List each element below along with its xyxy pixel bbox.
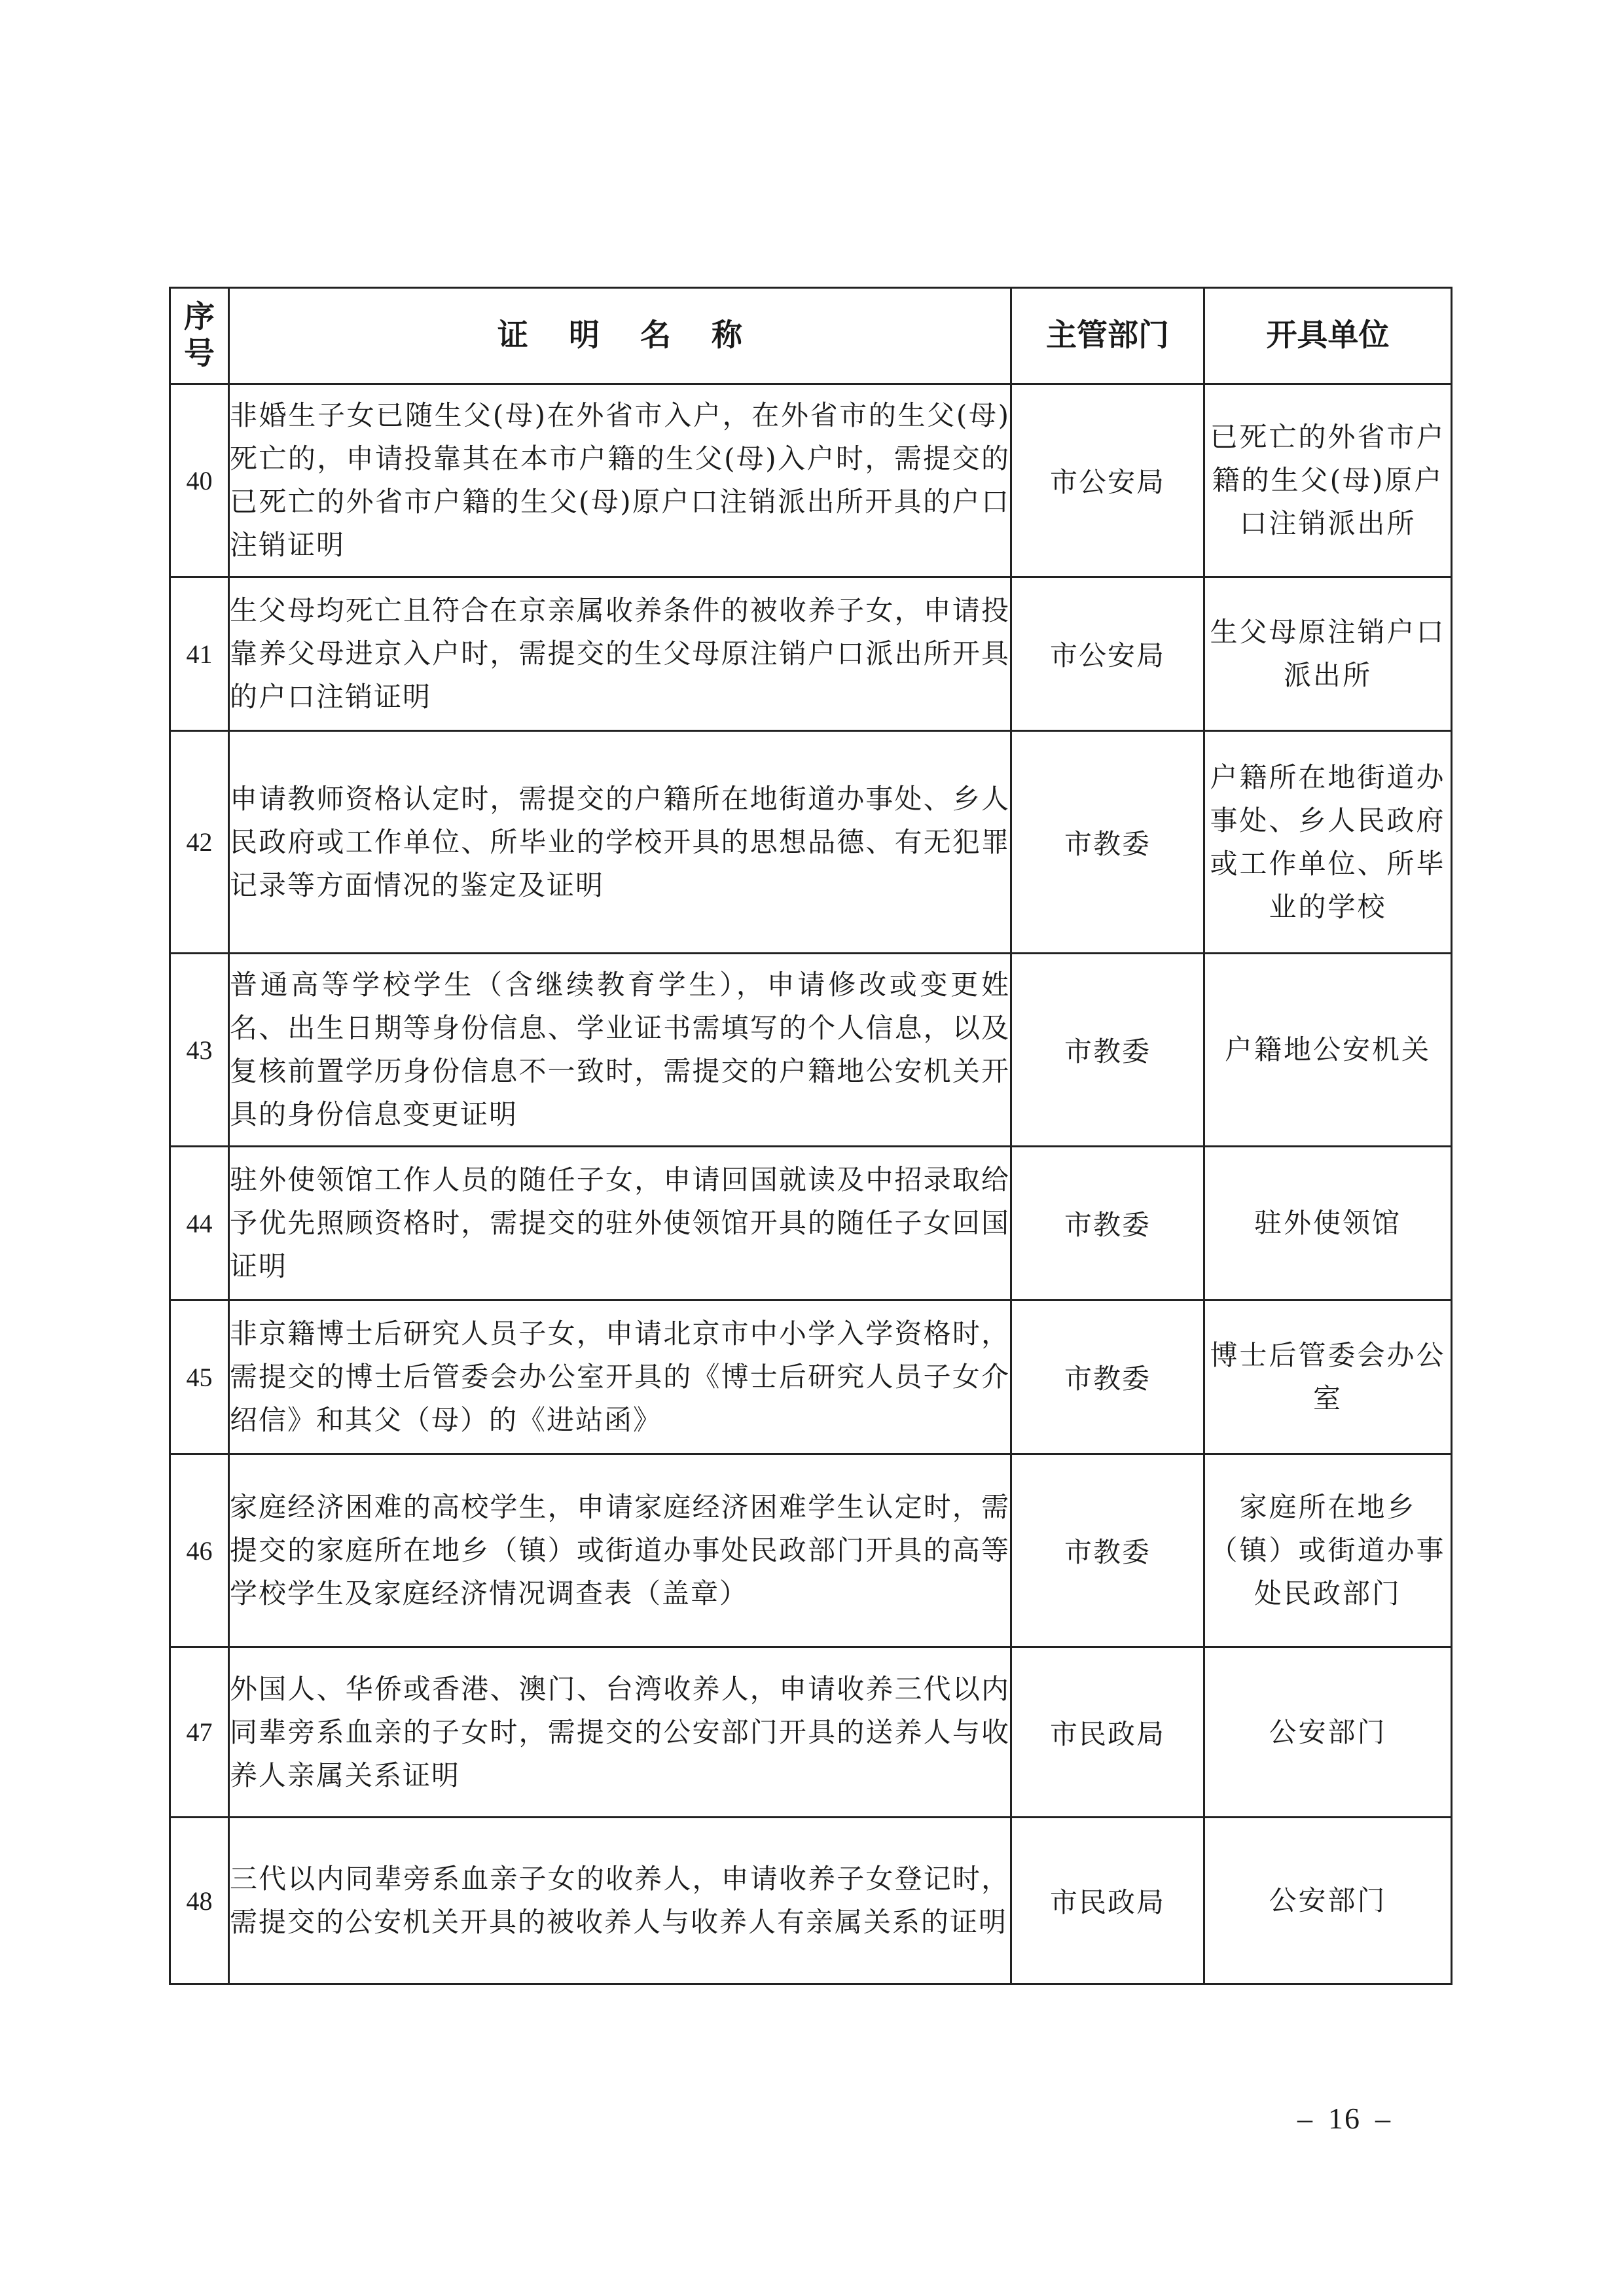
certificate-name: 申请教师资格认定时，需提交的户籍所在地街道办事处、乡人民政府或工作单位、所毕业的学校开具的思想品德、有无犯罪记录等方面情况的鉴定及证明 xyxy=(229,731,1011,954)
department: 市公安局 xyxy=(1011,577,1204,731)
table-row xyxy=(170,1300,1452,1454)
issuer: 公安部门 xyxy=(1204,1818,1452,1984)
department: 市教委 xyxy=(1011,1454,1204,1647)
row-number: 46 xyxy=(170,1454,229,1647)
header-issuer: 开具单位 xyxy=(1204,288,1452,384)
certificate-name: 非京籍博士后研究人员子女，申请北京市中小学入学资格时，需提交的博士后管委会办公室开具的《博士后研究人员子女介绍信》和其父（母）的《进站函》 xyxy=(229,1300,1011,1454)
table-row xyxy=(170,1147,1452,1300)
page-number-value: 16 xyxy=(1328,2102,1361,2135)
department: 市教委 xyxy=(1011,731,1204,954)
row-number: 41 xyxy=(170,577,229,731)
department: 市教委 xyxy=(1011,1147,1204,1300)
certificate-name: 外国人、华侨或香港、澳门、台湾收养人，申请收养三代以内同辈旁系血亲的子女时，需提交的公安部门开具的送养人与收养人亲属关系证明 xyxy=(229,1647,1011,1818)
department: 市公安局 xyxy=(1011,384,1204,577)
issuer: 公安部门 xyxy=(1204,1647,1452,1818)
issuer: 生父母原注销户口派出所 xyxy=(1204,577,1452,731)
header-serial-number: 序 号 xyxy=(170,288,229,384)
row-number: 48 xyxy=(170,1818,229,1984)
header-department: 主管部门 xyxy=(1011,288,1204,384)
certificate-name: 家庭经济困难的高校学生，申请家庭经济困难学生认定时，需提交的家庭所在地乡（镇）或街道办事处民政部门开具的高等学校学生及家庭经济情况调查表（盖章） xyxy=(229,1454,1011,1647)
row-number: 42 xyxy=(170,731,229,954)
row-number: 44 xyxy=(170,1147,229,1300)
table-row xyxy=(170,731,1452,954)
department: 市教委 xyxy=(1011,954,1204,1147)
row-number: 45 xyxy=(170,1300,229,1454)
table-row xyxy=(170,1647,1452,1818)
row-number: 43 xyxy=(170,954,229,1147)
certificate-table xyxy=(169,287,1453,1985)
header-certificate-name: 证明名称 xyxy=(229,288,1011,384)
table-row xyxy=(170,954,1452,1147)
table-row xyxy=(170,384,1452,577)
table-row xyxy=(170,1454,1452,1647)
issuer: 户籍所在地街道办事处、乡人民政府或工作单位、所毕业的学校 xyxy=(1204,731,1452,954)
table-header-row xyxy=(170,288,1452,384)
department: 市教委 xyxy=(1011,1300,1204,1454)
department: 市民政局 xyxy=(1011,1647,1204,1818)
table-row xyxy=(170,577,1452,731)
issuer: 户籍地公安机关 xyxy=(1204,954,1452,1147)
department: 市民政局 xyxy=(1011,1818,1204,1984)
certificate-name: 生父母均死亡且符合在京亲属收养条件的被收养子女，申请投靠养父母进京入户时，需提交的生父母原注销户口派出所开具的户口注销证明 xyxy=(229,577,1011,731)
table-row xyxy=(170,1818,1452,1984)
row-number: 40 xyxy=(170,384,229,577)
issuer: 驻外使领馆 xyxy=(1204,1147,1452,1300)
issuer: 博士后管委会办公室 xyxy=(1204,1300,1452,1454)
issuer: 已死亡的外省市户籍的生父(母)原户口注销派出所 xyxy=(1204,384,1452,577)
issuer: 家庭所在地乡（镇）或街道办事处民政部门 xyxy=(1204,1454,1452,1647)
certificate-name: 普通高等学校学生（含继续教育学生），申请修改或变更姓名、出生日期等身份信息、学业证书需填写的个人信息，以及复核前置学历身份信息不一致时，需提交的户籍地公安机关开具的身份信息变更证明 xyxy=(229,954,1011,1147)
certificate-name: 驻外使领馆工作人员的随任子女，申请回国就读及中招录取给予优先照顾资格时，需提交的驻外使领馆开具的随任子女回国证明 xyxy=(229,1147,1011,1300)
certificate-name: 三代以内同辈旁系血亲子女的收养人，申请收养子女登记时，需提交的公安机关开具的被收养人与收养人有亲属关系的证明 xyxy=(229,1818,1011,1984)
certificate-name: 非婚生子女已随生父(母)在外省市入户，在外省市的生父(母)死亡的，申请投靠其在本市户籍的生父(母)入户时，需提交的已死亡的外省市户籍的生父(母)原户口注销派出所开具的户口注销证明 xyxy=(229,384,1011,577)
page-number: – 16 – xyxy=(1297,2102,1392,2135)
row-number: 47 xyxy=(170,1647,229,1818)
